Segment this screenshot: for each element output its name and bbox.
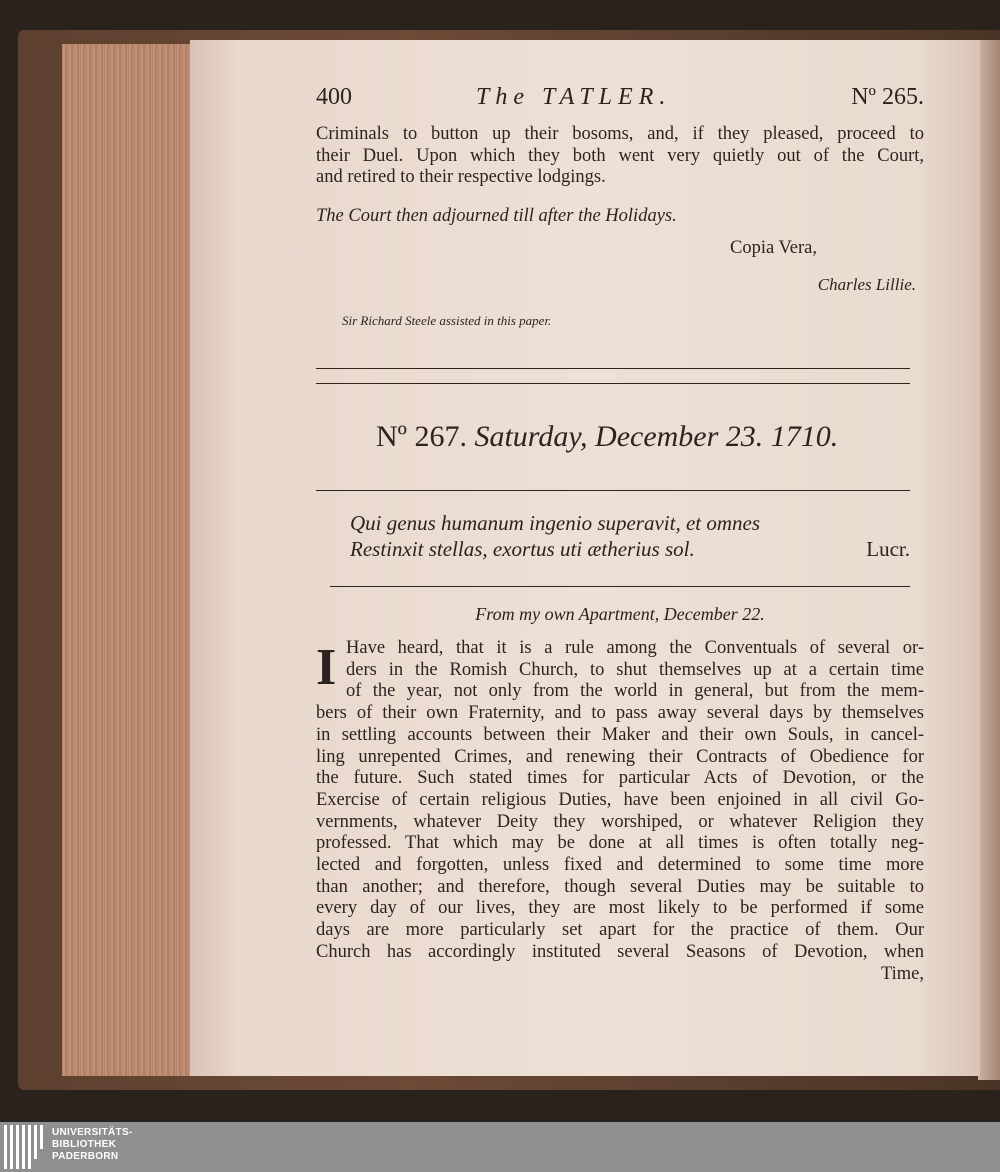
text-line: Church has accordingly instituted several Seasons of Devotion, when (316, 941, 924, 962)
text-line: of the year, not only from the world in general, but from the mem- (346, 681, 924, 702)
logo-line-2: BIBLIOTHEK (52, 1139, 117, 1150)
text-line: bers of their own Fraternity, and to pass away several days by themselves (316, 703, 924, 724)
copia-vera: Copia Vera, (730, 238, 817, 258)
library-logo-text (52, 1127, 133, 1163)
article-body (316, 638, 924, 985)
issue-headline (376, 420, 838, 454)
assist-note: Sir Richard Steele assisted in this paper. (342, 313, 552, 328)
text-line: Exercise of certain religious Duties, have been enjoined in all civil Go- (316, 789, 924, 810)
facing-page-edge (978, 40, 1000, 1080)
motto-line-2: Restinxit stellas, exortus uti ætherius sol. (350, 537, 695, 561)
rule-below-headline (316, 490, 910, 491)
text-line: days are more particularly set apart for the practice of them. Our (316, 920, 924, 941)
text-line: their Duel. Upon which they both went very quietly out of the Court, (316, 145, 924, 166)
text-line: every day of our lives, they are most likely to be performed if some (316, 898, 924, 919)
running-head-issue: Nº 265. (851, 84, 924, 110)
text-line: than another; and therefore, though several Duties may be suitable to (316, 876, 924, 897)
latin-motto (350, 510, 910, 562)
issue-number: Nº 267. (376, 420, 467, 453)
running-head-title: The TATLER. (476, 84, 672, 110)
page-number: 400 (316, 84, 352, 110)
logo-line-1: UNIVERSITÄTS- (52, 1127, 133, 1138)
rule-below-motto (330, 586, 910, 587)
text-line: professed. That which may be done at all times is often totally neg- (316, 833, 924, 854)
library-logo-icon (4, 1125, 44, 1169)
text-line: and retired to their respective lodgings. (316, 167, 606, 188)
prior-article-ending (316, 124, 924, 189)
drop-cap: I (316, 639, 337, 696)
text-line: Criminals to button up their bosoms, and, if they pleased, proceed to (316, 124, 924, 144)
text-line: lected and forgotten, unless fixed and determined to some time more (316, 855, 924, 876)
rule-top (316, 368, 910, 369)
logo-line-3: PADERBORN (52, 1151, 119, 1162)
text-line: Have heard, that it is a rule among the Conventuals of several or- (346, 638, 924, 658)
text-line: the future. Such stated times for particular Acts of Devotion, or the (316, 768, 924, 789)
text-line: vernments, whatever Deity they worshiped, or whatever Religion they (316, 811, 924, 832)
motto-line-1: Qui genus humanum ingenio superavit, et omnes (350, 511, 761, 535)
text-line: ling unrepented Crimes, and renewing their Contracts of Obedience for (316, 746, 924, 767)
motto-source: Lucr. (866, 537, 910, 561)
text-line: ders in the Romish Church, to shut themselves up at a certain time (346, 659, 924, 680)
library-footer (0, 1122, 1000, 1172)
signature: Charles Lillie. (817, 275, 916, 294)
text-line: in settling accounts between their Maker and their own Souls, in cancel- (316, 724, 924, 745)
running-head (316, 84, 924, 116)
rule-top-double (316, 383, 910, 384)
dateline: From my own Apartment, December 22. (475, 604, 765, 624)
book-page (190, 40, 980, 1076)
issue-date: Saturday, December 23. 1710. (474, 420, 839, 453)
adjournment-line: The Court then adjourned till after the Holidays. (316, 206, 677, 226)
page-block-edge (62, 44, 196, 1076)
catchword: Time, (880, 963, 924, 984)
